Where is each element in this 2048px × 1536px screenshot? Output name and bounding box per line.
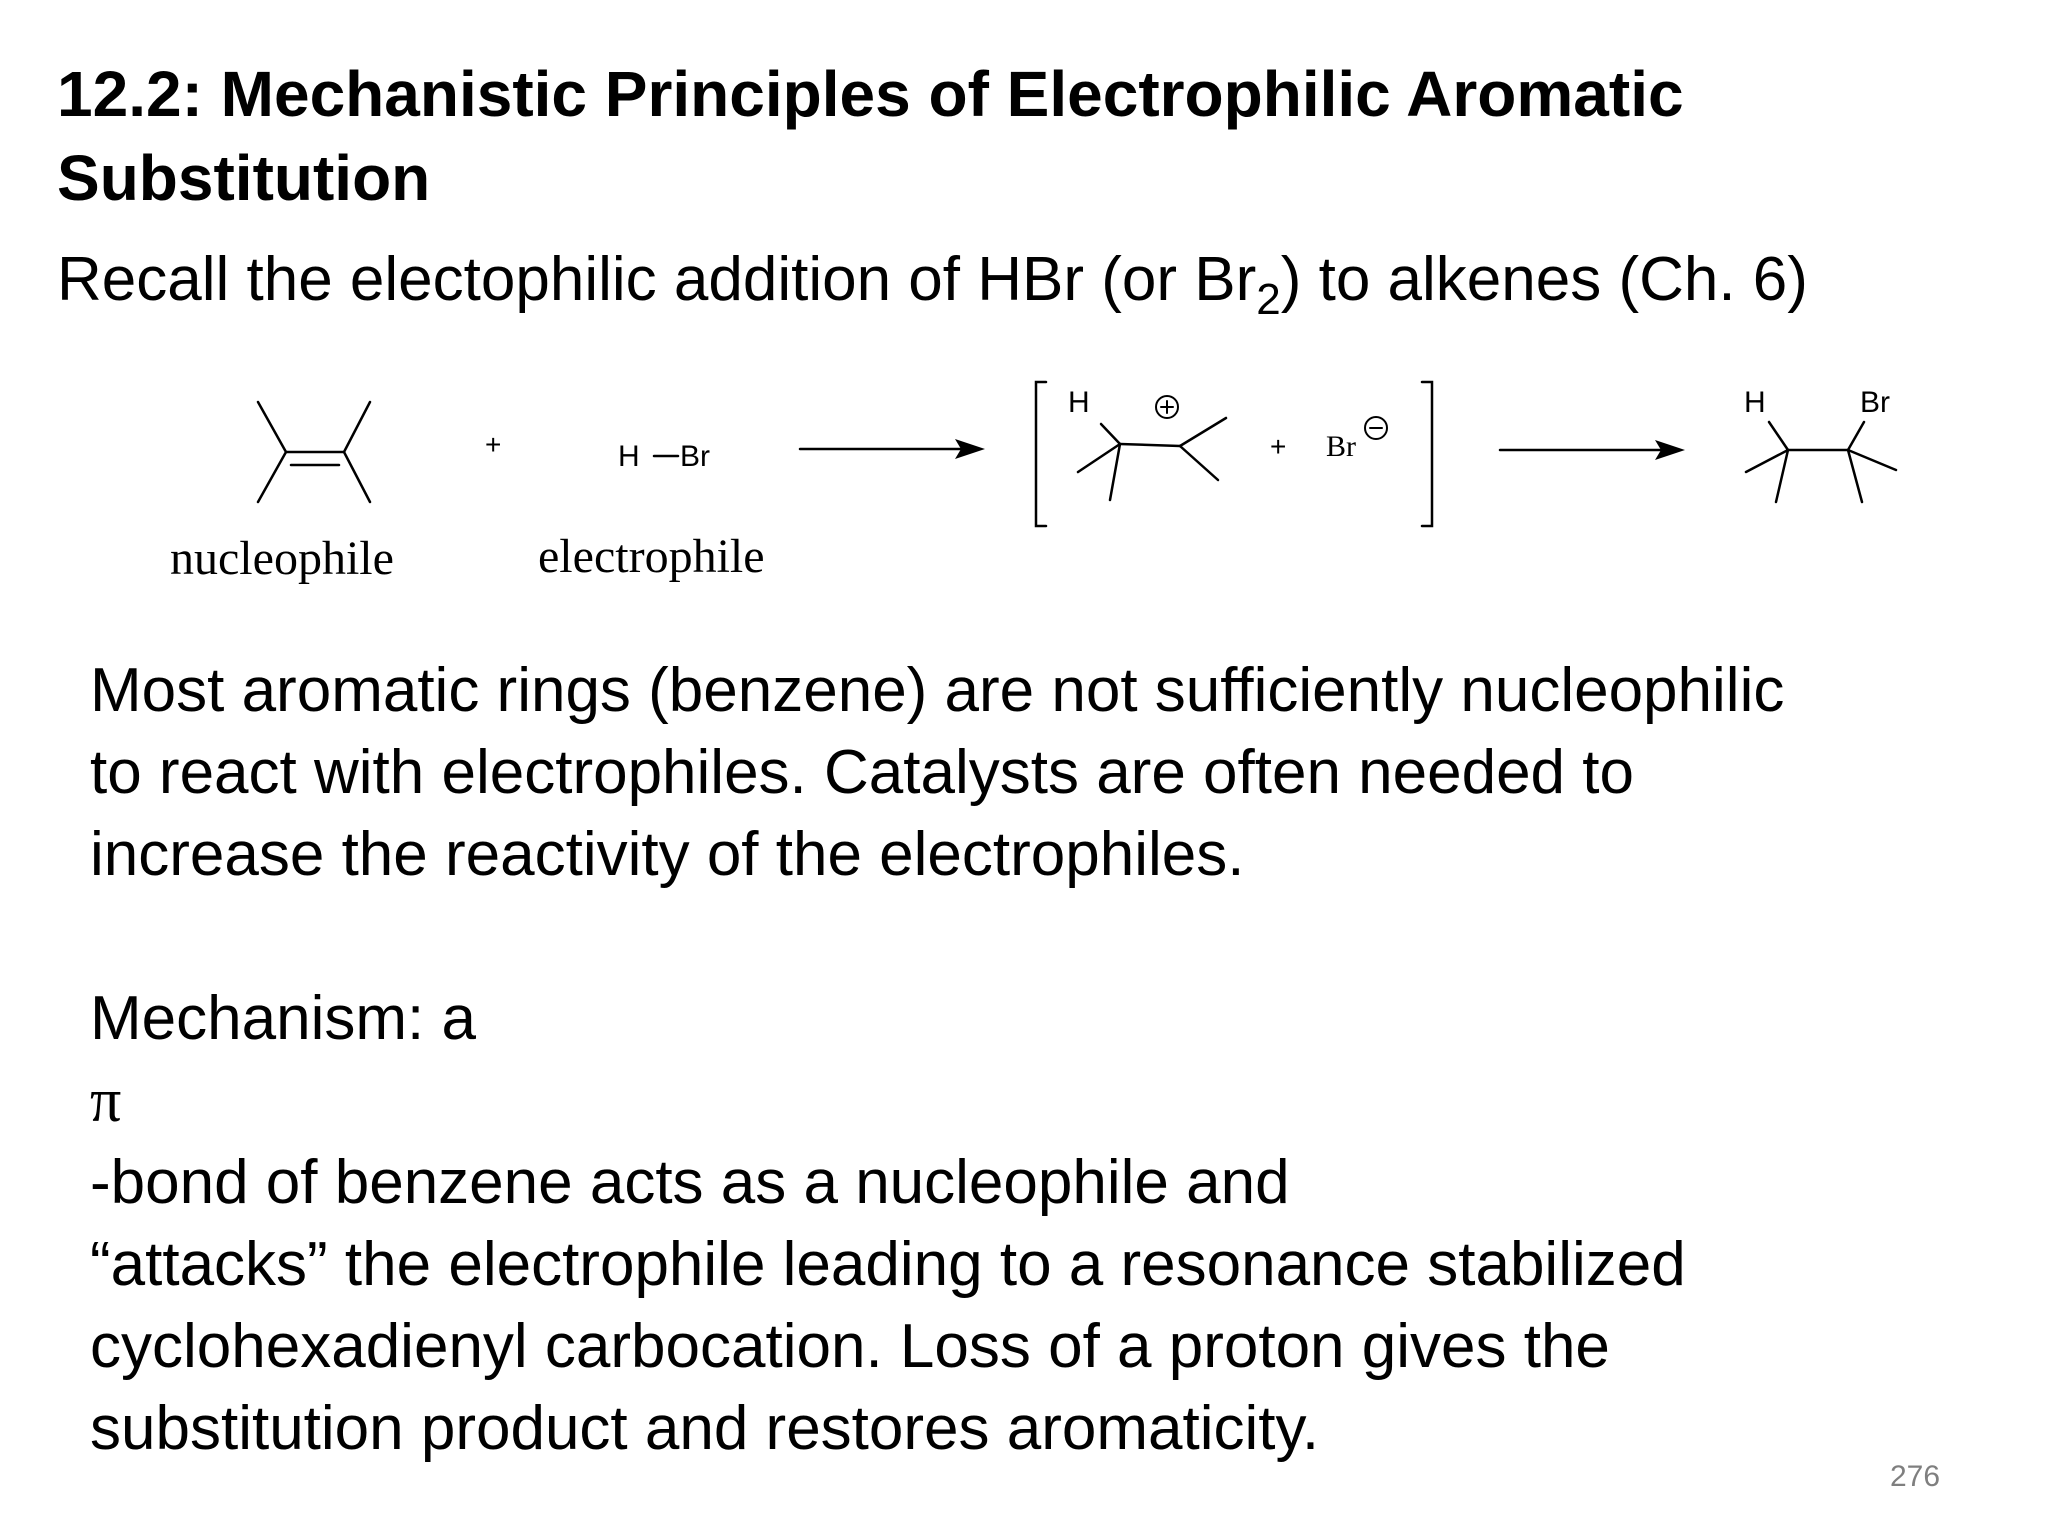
product-br-label: Br [1860,386,1890,419]
nucleophile-label: nucleophile [170,532,394,585]
paragraph-2-line-2: “attacks” the electrophile leading to a resonance stabilized [90,1230,1686,1299]
electrophile-label: electrophile [538,530,765,583]
paragraph-mechanism [90,978,2010,1470]
hbr-h-label: H [618,440,640,473]
hbr-br-label: Br [680,440,710,473]
paragraph-2-line-4: substitution product and restores aromaticity. [90,1394,1320,1463]
recall-sentence [57,240,2017,324]
product-structure [1746,422,1896,502]
paragraph-catalysts [90,650,2010,896]
page-number: 276 [1890,1460,1941,1493]
paragraph-2-line-1-start: Mechanism: a [90,984,476,1053]
slide-title [57,52,1957,220]
recall-text-after: ) to alkenes (Ch. 6) [1280,245,1808,314]
paragraph-2-line-1-end: -bond of benzene acts as a nucleophile and [90,1148,1290,1217]
right-bracket [1422,382,1432,526]
left-bracket [1036,382,1046,526]
slide-title-line-2: Substitution [57,142,431,214]
recall-subscript: 2 [1256,275,1281,324]
product-h-label: H [1744,386,1766,419]
paragraph-2-line-1 [90,978,2010,1224]
carbocation-h-label: H [1068,386,1090,419]
carbocation-structure [1078,396,1226,500]
plus-sign-2: + [1270,431,1287,462]
slide-title-line-1: 12.2: Mechanistic Principles of Electrophilic Aromatic [57,58,1684,130]
paragraph-1-line-1: Most aromatic rings (benzene) are not sufficiently nucleophilic [90,656,1785,725]
bromide-label: Br [1326,430,1356,463]
plus-sign-1: + [485,429,502,460]
reaction-scheme [0,360,2048,600]
paragraph-1-line-3: increase the reactivity of the electrophiles. [90,820,1245,889]
recall-text-before: Recall the electophilic addition of HBr (or Br [57,245,1257,314]
pi-symbol: π [90,1067,122,1135]
paragraph-2-line-3: cyclohexadienyl carbocation. Loss of a proton gives the [90,1312,1610,1381]
paragraph-1-line-2: to react with electrophiles. Catalysts are often needed to [90,738,1634,807]
alkene-structure [258,402,370,502]
